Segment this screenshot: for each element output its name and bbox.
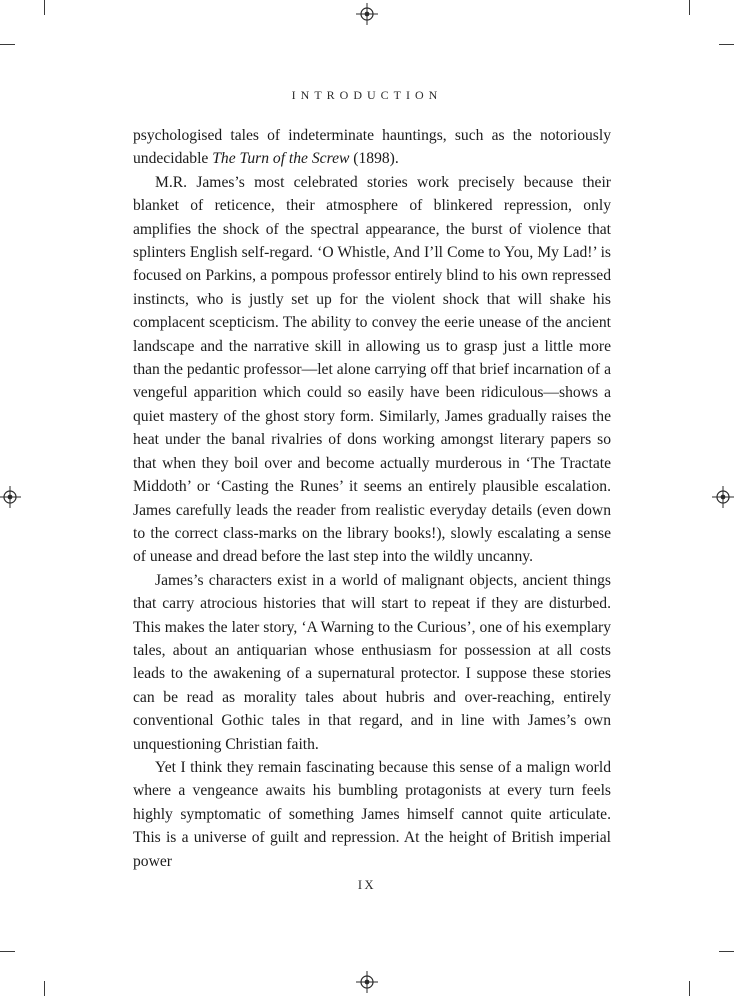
crop-mark — [44, 981, 45, 996]
paragraph — [133, 171, 611, 569]
crop-mark — [719, 951, 734, 952]
crop-mark — [44, 0, 45, 15]
crop-mark — [689, 981, 690, 996]
paragraph — [133, 569, 611, 756]
crop-mark — [0, 44, 15, 45]
registration-mark-icon — [712, 486, 734, 508]
text-run: (1898). — [349, 150, 399, 168]
text-run: Yet I think they remain fascinating because this sense of a malign world where a vengeance awaits his bumbling protagonists at every turn feels highly symptomatic of something James himself cannot quite articulate. This is a universe of guilt and repression. At the height of British imperial power — [133, 758, 611, 870]
text-run: psychologised tales of indeterminate hauntings, such as the notoriously undecidable — [133, 127, 611, 168]
page-number: IX — [357, 878, 377, 892]
crop-mark — [0, 951, 15, 952]
crop-mark — [719, 44, 734, 45]
text-run: James’s characters exist in a world of malignant objects, ancient things that carry atrocious histories that will start to repeat if they are disturbed. This makes the later story, ‘A Warning to the Curious’, one of his exemplary tales, about an antiquarian whose enthusiasm for possession at all costs leads to the awakening of a supernatural protector. I suppose these stories can be read as morality tales about hubris and over-reaching, entirely conventional Gothic tales in that regard, and in line with James’s own unquestioning Christian faith. — [133, 571, 611, 753]
italic-text-run: The Turn of the Screw — [212, 150, 350, 168]
text-run: M.R. James’s most celebrated stories work precisely because their blanket of reticence, their atmosphere of blinkered repression, only amplifies the shock of the spectral appearance, the burst of violence that splinters English self-regard. ‘O Whistle, And I’ll Come to You, My Lad!’ is focused on Parkins, a pompous professor entirely blind to his own repressed instincts, who is justly set up for the violent shock that will shake his complacent scepticism. The ability to convey the eerie unease of the ancient landscape and the narrative skill in allowing us to grasp just a little more than the pedantic professor—let alone carrying off that brief incarnation of a vengeful apparition which could so easily have been ridiculous—shows a quiet mastery of the ghost story form. Similarly, James gradually raises the heat under the banal rivalries of dons working amongst literary papers so that when they boil over and become actually murderous in ‘The Tractate Middoth’ or ‘Casting the Runes’ it seems an entirely plausible escalation. James carefully leads the reader from realistic everyday details (even down to the correct class-marks on the library books!), slowly escalating a sense of unease and dread before the last step into the wildly uncanny. — [133, 173, 611, 566]
crop-mark — [689, 0, 690, 15]
registration-mark-icon — [356, 971, 378, 993]
text-block — [133, 124, 611, 873]
running-head: INTRODUCTION — [291, 88, 443, 102]
registration-mark-icon — [0, 486, 21, 508]
paragraph — [133, 124, 611, 171]
registration-mark-icon — [356, 3, 378, 25]
paragraph — [133, 756, 611, 873]
